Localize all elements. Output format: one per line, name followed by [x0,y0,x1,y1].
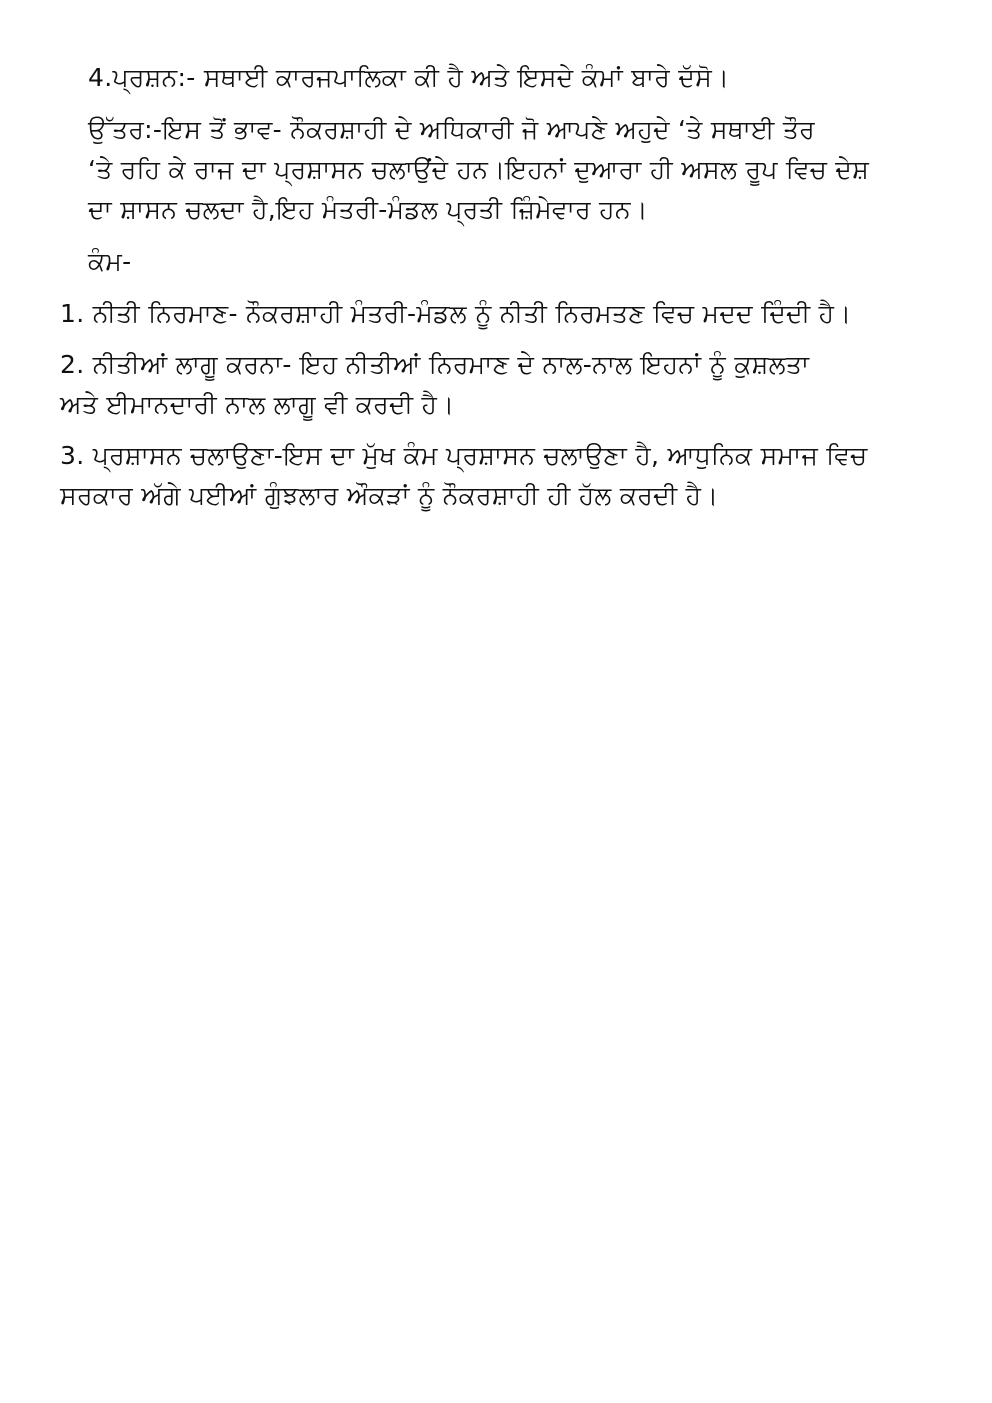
list-item-3-line-2: ਸਰਕਾਰ ਅੱਗੇ ਪਈਆਂ ਗੁੰਝਲਾਰ ਔਕੜਾਂ ਨੂੰ ਨੌਕਰਸ਼ਾਹੀ ਹੀ ਹੱਲ ਕਰਦੀ ਹੈ। [60,481,719,510]
answer-line-3: ਦਾ ਸ਼ਾਸਨ ਚਲਦਾ ਹੈ,ਇਹ ਮੰਤਰੀ-ਮੰਡਲ ਪ੍ਰਤੀ ਜ਼ਿੰਮੇਵਾਰ ਹਨ। [88,195,648,224]
answer-line-2: ‘ਤੇ ਰਹਿ ਕੇ ਰਾਜ ਦਾ ਪ੍ਰਸ਼ਾਸਨ ਚਲਾਉਂਦੇ ਹਨ।ਇਹਨਾਂ ਦੁਆਰਾ ਹੀ ਅਸਲ ਰੂਪ ਵਿਚ ਦੇਸ਼ [88,155,870,184]
list-item-2-line-1: 2. ਨੀਤੀਆਂ ਲਾਗੂ ਕਰਨਾ- ਇਹ ਨੀਤੀਆਂ ਨਿਰਮਾਣ ਦੇ ਨਾਲ-ਨਾਲ ਇਹਨਾਂ ਨੂੰ ਕੁਸ਼ਲਤਾ [60,350,810,379]
list-item-3-line-1: 3. ਪ੍ਰਸ਼ਾਸਨ ਚਲਾਉਣਾ-ਇਸ ਦਾ ਮੁੱਖ ਕੰਮ ਪ੍ਰਸ਼ਾਸਨ ਚਲਾਉਣਾ ਹੈ, ਆਧੁਨਿਕ ਸਮਾਜ ਵਿਚ [60,441,868,470]
functions-heading: ਕੰਮ- [88,247,132,276]
answer-line-1: ਉੱਤਰ:-ਇਸ ਤੋਂ ਭਾਵ- ਨੌਕਰਸ਼ਾਹੀ ਦੇ ਅਧਿਕਾਰੀ ਜੋ ਆਪਣੇ ਅਹੁਦੇ ‘ਤੇ ਸਥਾਈ ਤੌਰ [88,115,815,144]
list-item-2-line-2: ਅਤੇ ਈਮਾਨਦਾਰੀ ਨਾਲ ਲਾਗੂ ਵੀ ਕਰਦੀ ਹੈ। [60,390,455,419]
question-heading: 4.ਪ੍ਰਸ਼ਨ:- ਸਥਾਈ ਕਾਰਜਪਾਲਿਕਾ ਕੀ ਹੈ ਅਤੇ ਇਸਦੇ ਕੰਮਾਂ ਬਾਰੇ ਦੱਸੋ। [88,63,730,92]
list-item-1-line-1: 1. ਨੀਤੀ ਨਿਰਮਾਣ- ਨੌਕਰਸ਼ਾਹੀ ਮੰਤਰੀ-ਮੰਡਲ ਨੂੰ ਨੀਤੀ ਨਿਰਮਤਣ ਵਿਚ ਮਦਦ ਦਿੰਦੀ ਹੈ। [60,299,852,328]
